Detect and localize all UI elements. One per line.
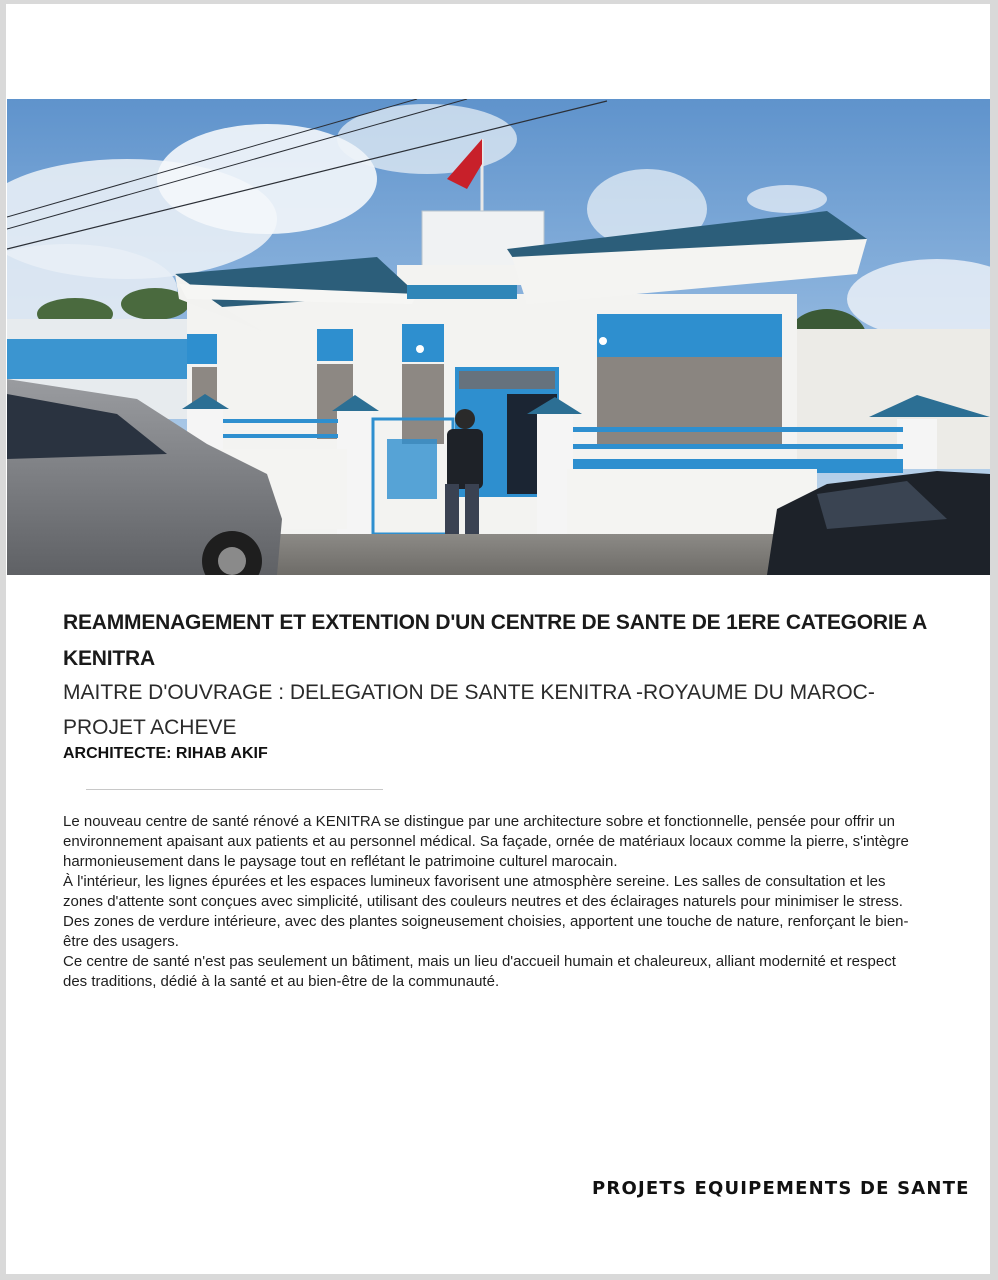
- document-page: [6, 4, 990, 1274]
- project-title: REAMMENAGEMENT ET EXTENTION D'UN CENTRE DE SANTE DE 1ERE CATEGORIE A KENITRA: [63, 611, 927, 670]
- divider: [86, 789, 383, 790]
- description-paragraph: Le nouveau centre de santé rénové a KENITRA se distingue par une architecture sobre et fonctionnelle, pensée pour offrir un environnement apaisant aux patients et au personnel médical. Sa façade, ornée de matériaux locaux comme la pierre, s'intègre harmonieusement dans le paysage tout en reflétant le patrimoine culturel marocain.: [63, 813, 909, 870]
- architect-line: ARCHITECTE: RIHAB AKIF: [63, 745, 268, 762]
- description-paragraph: Ce centre de santé n'est pas seulement un bâtiment, mais un lieu d'accueil humain et chaleureux, alliant modernité et respect des traditions, dédié à la santé et au bien-être de la communauté.: [63, 953, 896, 990]
- description-body: [63, 812, 923, 992]
- description-paragraph: À l'intérieur, les lignes épurées et les espaces lumineux favorisent une atmosphère sereine. Les salles de consultation et les zones d'attente sont conçues avec simplicité, utilisant des couleurs neutres et des éclairages naturels pour minimiser le stress. Des zones de verdure intérieure, avec des plantes soigneusement choisies, apportent une touche de nature, renforçant le bien-être des usagers.: [63, 873, 909, 950]
- building-photo: [7, 99, 990, 575]
- client-line: MAITRE D'OUVRAGE : DELEGATION DE SANTE KENITRA -ROYAUME DU MAROC- PROJET ACHEVE: [63, 681, 875, 739]
- health-center-facade-image: [7, 99, 990, 575]
- section-footer-label: PROJETS EQUIPEMENTS DE SANTE: [592, 1178, 970, 1199]
